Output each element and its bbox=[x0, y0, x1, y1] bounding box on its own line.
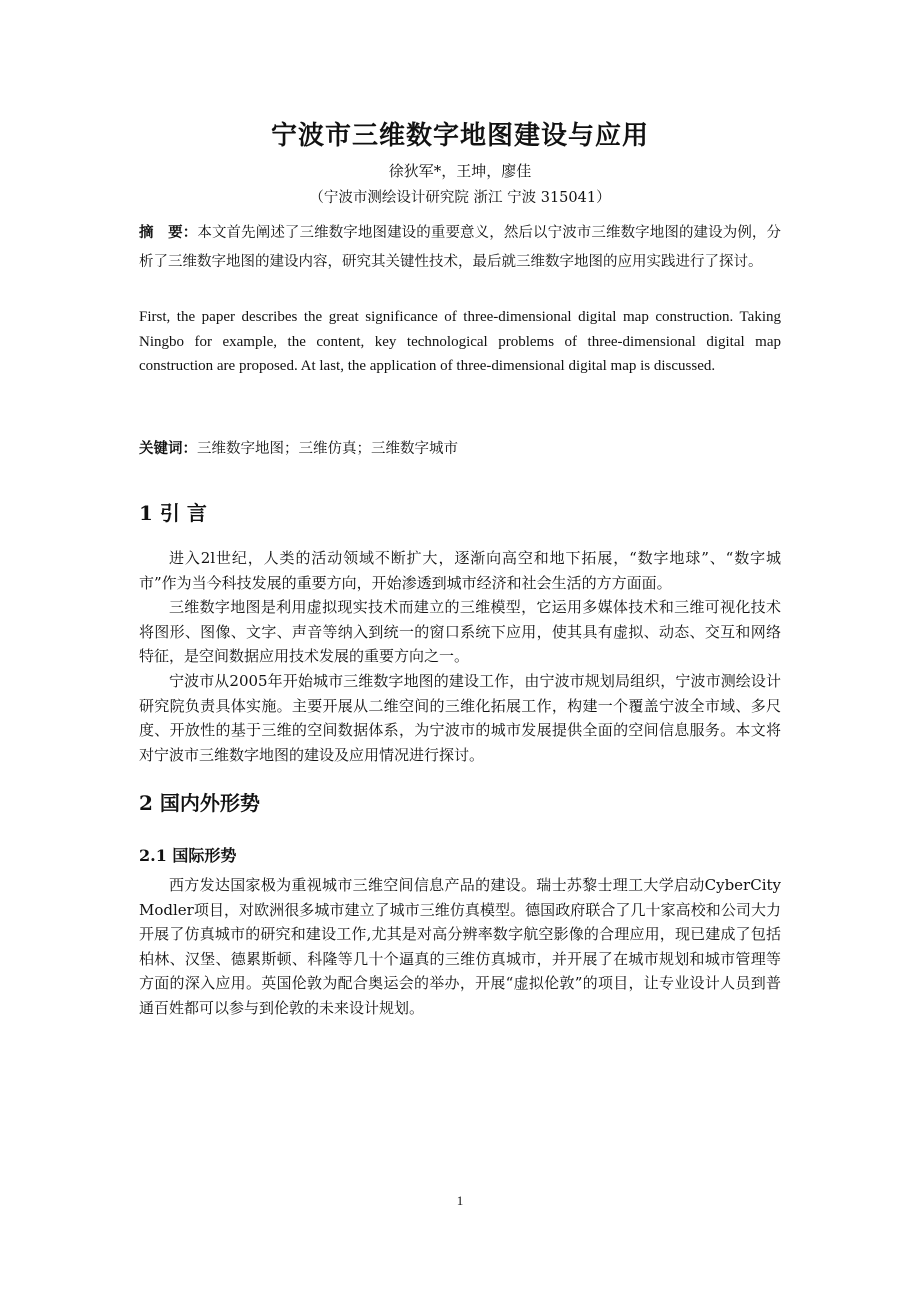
author-affiliation: （宁波市测绘设计研究院 浙江 宁波 315041） bbox=[309, 190, 611, 206]
abstract-chinese bbox=[139, 219, 781, 277]
keywords-text: 三维数字地图；三维仿真；三维数字城市 bbox=[197, 441, 458, 457]
keywords bbox=[139, 437, 781, 458]
abstract-label: 摘 要： bbox=[139, 225, 198, 241]
paragraph: 西方发达国家极为重视城市三维空间信息产品的建设。瑞士苏黎士理工大学启动CyberCity Modler项目，对欧洲很多城市建立了城市三维仿真模型。德国政府联合了几十家高校和公司大力开展了仿真城市的研究和建设工作,尤其是对高分辨率数字航空影像的合理应用，现已建成了包括柏林、汉堡、德累斯顿、科隆等几十个逼真的三维仿真城市，并开展了在城市规划和城市管理等方面的深入应用。英国伦敦为配合奥运会的举办，开展“虚拟伦敦”的项目，让专业设计人员到普通百姓都可以参与到伦敦的未来设计规划。 bbox=[139, 876, 781, 1017]
section-heading-introduction: 1 引 言 bbox=[139, 501, 207, 525]
keywords-label: 关键词： bbox=[139, 441, 197, 457]
page-number: 1 bbox=[456, 1193, 464, 1208]
abstract-chinese-text: 本文首先阐述了三维数字地图建设的重要意义，然后以宁波市三维数字地图的建设为例，分析了三维数字地图的建设内容，研究其关键性技术，最后就三维数字地图的应用实践进行了探讨。 bbox=[139, 225, 781, 270]
subsection-heading-international: 2.1 国际形势 bbox=[139, 846, 237, 865]
abstract-english: First, the paper describes the great significance of three-dimensional digital map construction. Taking Ningbo for example, the content, key technological problems of three-dimensional digital map construction are proposed. At last, the application of three-dimensional digital map is discussed. bbox=[139, 309, 781, 374]
paper-title: 宁波市三维数字地图建设与应用 bbox=[270, 121, 649, 151]
paragraph: 宁波市从2005年开始城市三维数字地图的建设工作，由宁波市规划局组织，宁波市测绘设计研究院负责具体实施。主要开展从二维空间的三维化拓展工作，构建一个覆盖宁波全市域、多尺度、开放性的基于三维的空间数据体系，为宁波市的城市发展提供全面的空间信息服务。本文将对宁波市三维数字地图的建设及应用情况进行探讨。 bbox=[139, 672, 781, 764]
section-heading-domestic-international: 2 国内外形势 bbox=[139, 791, 260, 815]
paragraph: 三维数字地图是利用虚拟现实技术而建立的三维模型，它运用多媒体技术和三维可视化技术将图形、图像、文字、声音等纳入到统一的窗口系统下应用，使其具有虚拟、动态、交互和网络特征，是空间数据应用技术发展的重要方向之一。 bbox=[139, 598, 781, 665]
author-list: 徐狄军*，王坤，廖佳 bbox=[388, 162, 532, 180]
paragraph: 进入2l世纪，人类的活动领域不断扩大，逐渐向高空和地下拓展，“数字地球”、“数字城市”作为当今科技发展的重要方向，开始渗透到城市经济和社会生活的方方面面。 bbox=[139, 549, 781, 592]
